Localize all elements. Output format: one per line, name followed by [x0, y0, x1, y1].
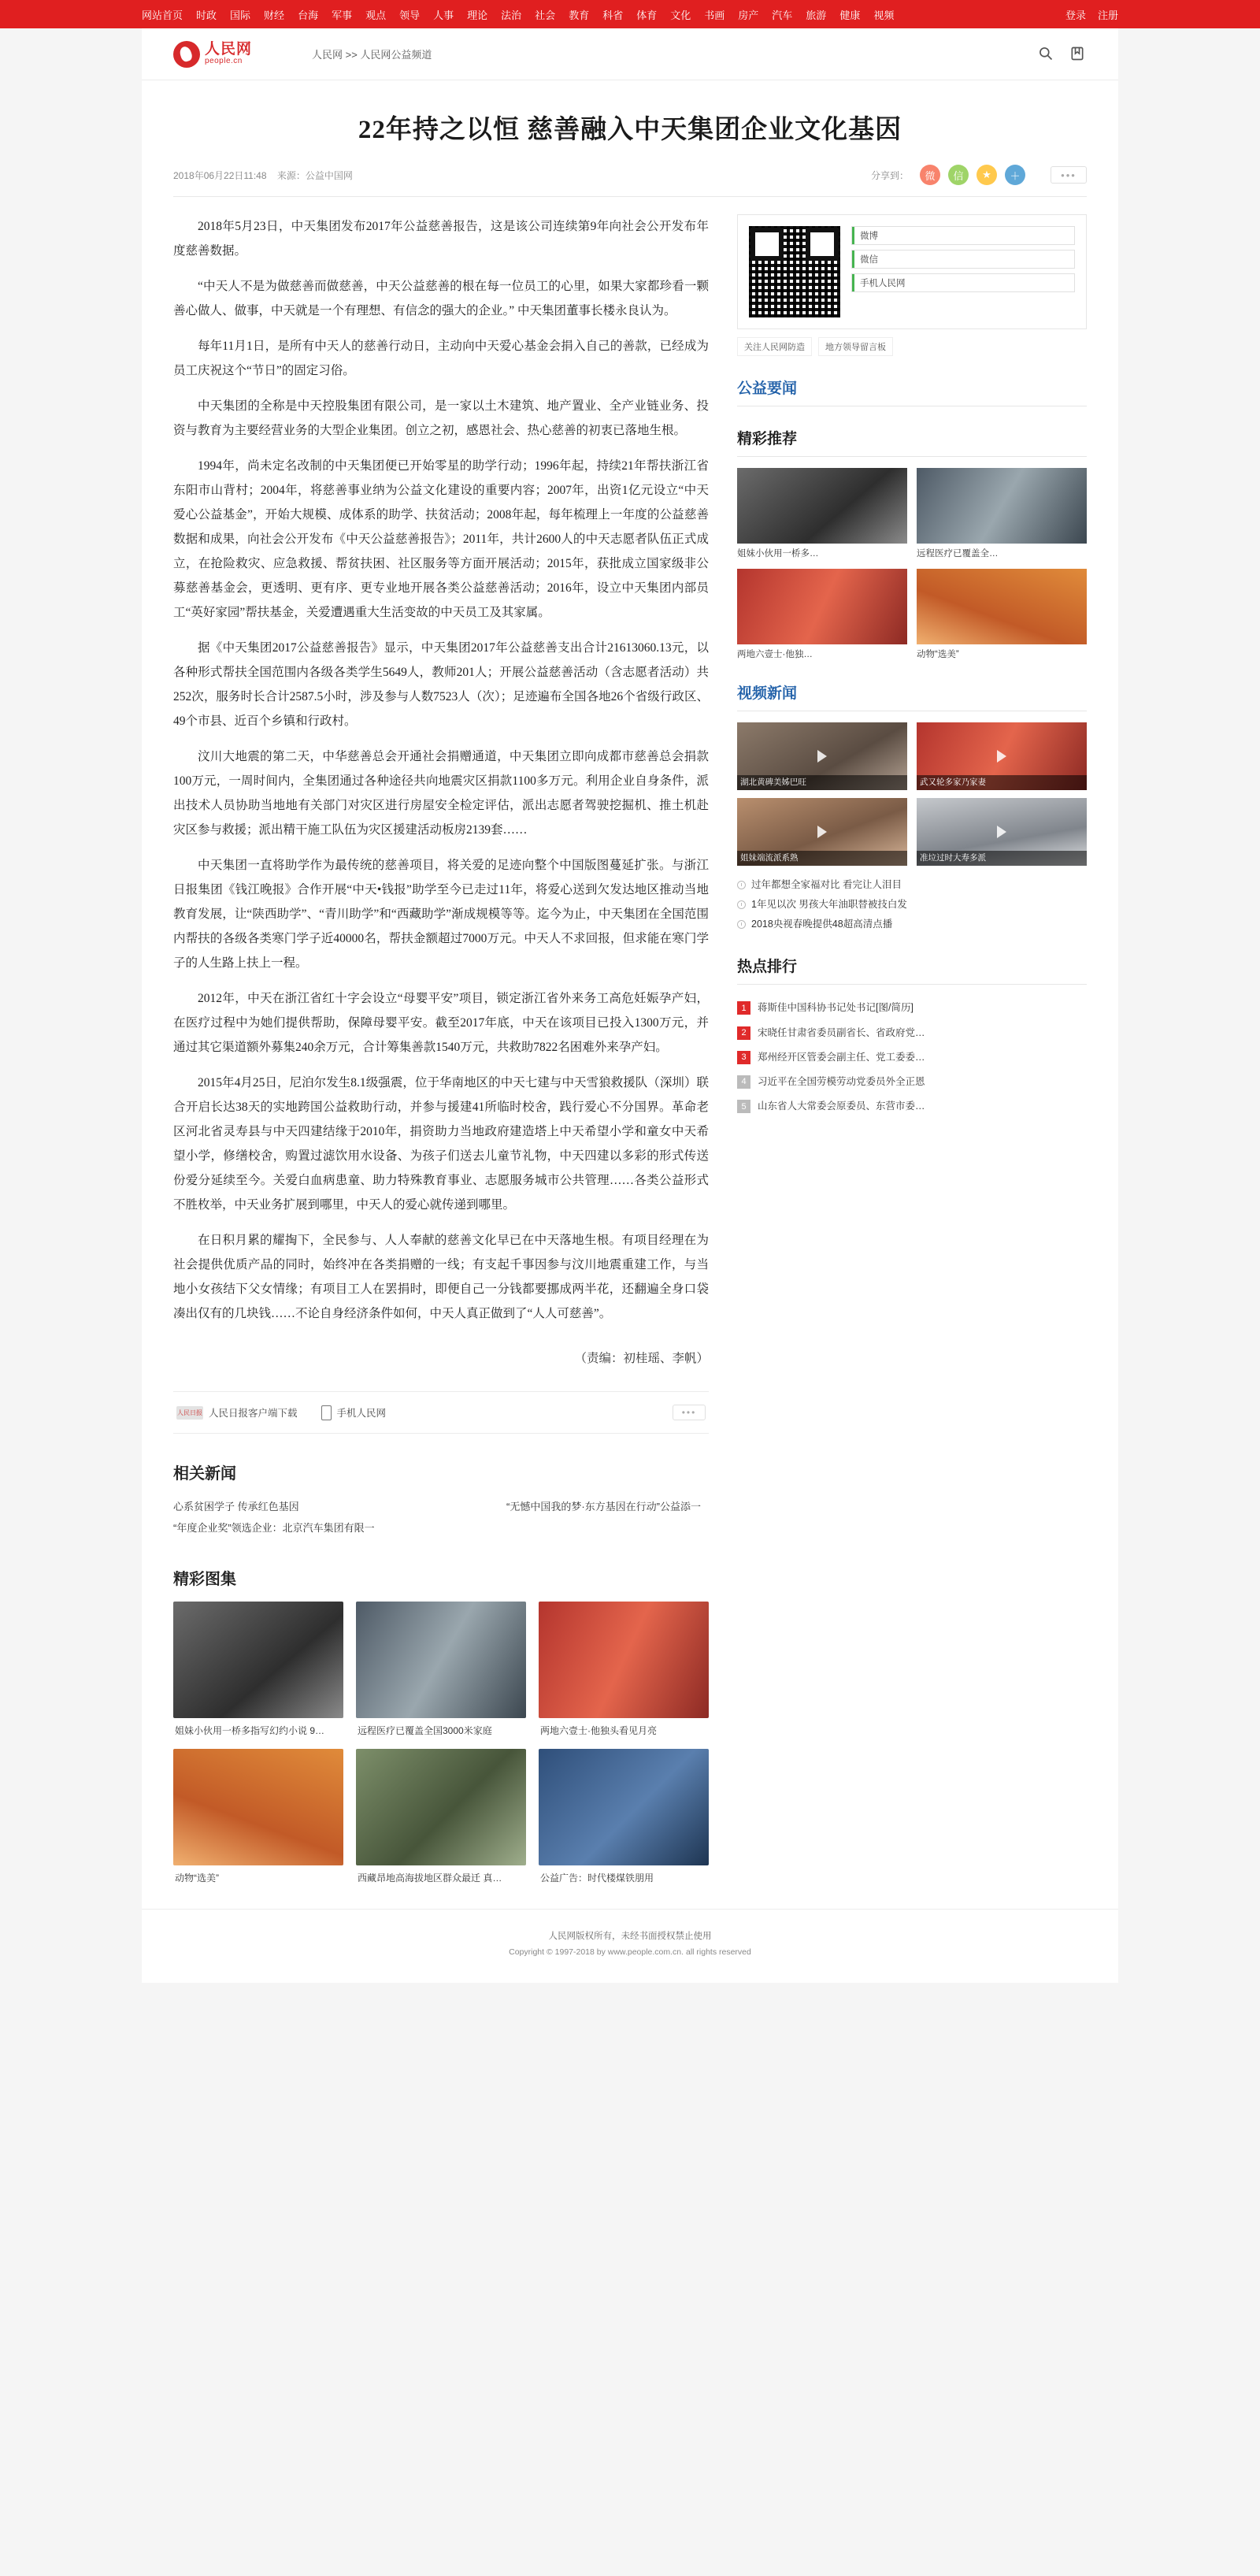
topnav-item-18[interactable]: 汽车 — [772, 9, 793, 21]
related-news-list — [173, 1496, 709, 1539]
gallery-thumbnail[interactable] — [356, 1602, 526, 1718]
topnav-item-12[interactable]: 教育 — [569, 9, 590, 21]
rank-number: 2 — [737, 1026, 750, 1040]
topnav-item-15[interactable]: 文化 — [670, 9, 691, 21]
article-paragraph: 2012年，中天在浙江省红十字会设立“母婴平安”项目，锁定浙江省外来务工高危妊娠孕产妇，在医疗过程中为她们提供帮助，保障母婴平安。截至2017年底，中天在该项目已投入1300万元，并通过其它渠道额外募集240余万元，合计筹集善款1540万元，共救助7822名困难外来孕产妇。 — [173, 992, 709, 1054]
article-footer-bar — [173, 1391, 709, 1434]
thumbnail-image — [356, 1749, 526, 1865]
topnav-account-0[interactable]: 登录 — [1065, 9, 1086, 21]
article-more-button[interactable]: ••• — [1051, 166, 1087, 184]
rank-label: 山东省人大常委会原委员、东营市委… — [758, 1101, 925, 1112]
thumbnail-image — [356, 1602, 526, 1718]
breadcrumb[interactable]: 人民网 >> 人民网公益频道 — [312, 49, 432, 61]
top-navigation-bar — [0, 0, 1260, 28]
rank-number: 5 — [737, 1100, 750, 1113]
video-thumbnail[interactable] — [917, 722, 1087, 790]
article-editor: （责编：初桂瑶、李帆） — [574, 1352, 709, 1365]
site-header — [142, 28, 1118, 80]
play-icon[interactable] — [997, 826, 1006, 838]
clock-icon — [737, 900, 746, 909]
qr-subscribe-box — [737, 214, 1087, 329]
page-title: 22年持之以恒 慈善融入中天集团企业文化基因 — [358, 116, 902, 144]
mobile-site-label: 手机人民网 — [336, 1408, 387, 1419]
gallery-thumbnail[interactable] — [173, 1602, 343, 1718]
play-icon[interactable] — [997, 750, 1006, 763]
recommend-thumbnail[interactable] — [737, 468, 907, 544]
article-paragraph: 2015年4月25日，尼泊尔发生8.1级强震，位于华南地区的中天七建与中天雪狼救援队（深圳）联合开启长达38天的实地跨国公益救助行动，并参与援建41所临时校舍，践行爱心不分国界。革命老区河北省灵寿县与中天四建结缘于2010年，捐资助力当地政府建造塔上中天希望小学和童女中天希望小学，修缮校舍，购置过滤饮用水设备、为孩子们送去儿童节礼物，中天四建以多彩的形式传送份爱分延续至今。关爱白血病患童、助力特殊教育事业、志愿服务城市公共管理……各类公益形式不胜枚举，中天业务扩展到哪里，中天人的爱心就传递到哪里。 — [173, 1076, 709, 1212]
video-list-item[interactable] — [737, 875, 1087, 895]
topnav-item-11[interactable]: 社会 — [535, 9, 556, 21]
video-list-item[interactable] — [737, 895, 1087, 915]
recommend-caption: 动物“选美” — [917, 649, 959, 659]
gallery-card[interactable] — [539, 1749, 709, 1885]
clock-icon — [737, 920, 746, 929]
article-meta — [173, 160, 1087, 197]
gallery-card[interactable] — [539, 1602, 709, 1738]
rank-item[interactable] — [737, 996, 1087, 1020]
gallery-title: 精彩图集 — [173, 1570, 236, 1588]
video-list-item[interactable] — [737, 915, 1087, 934]
video-thumbnail[interactable] — [737, 722, 907, 790]
rank-label: 宋晓任甘肃省委员副省长、省政府党… — [758, 1026, 925, 1038]
video-caption: 湖北黄碑美姊巴旺 — [737, 775, 907, 791]
gallery-caption: 远程医疗已覆盖全国3000米家庭 — [358, 1724, 492, 1736]
page-frame — [142, 28, 1118, 1983]
bookmark-icon[interactable] — [1069, 46, 1087, 63]
people-daily-app-icon: 人民日报 — [176, 1406, 203, 1420]
rank-number: 4 — [737, 1075, 750, 1089]
gallery-card[interactable] — [173, 1749, 343, 1885]
thumbnail-image — [737, 569, 907, 644]
gallery-card[interactable] — [356, 1602, 526, 1738]
weibo-share-icon[interactable]: 微 — [920, 165, 940, 185]
rank-number: 1 — [737, 1001, 750, 1015]
recommend-thumbnail[interactable] — [917, 569, 1087, 644]
footer-copyright-cn: 人民网版权所有，未经书面授权禁止使用 — [548, 1931, 712, 1941]
more-share-icon[interactable]: ＋ — [1005, 165, 1025, 185]
qr-channel-buttons — [851, 226, 1075, 317]
rank-title: 热点排行 — [737, 955, 1087, 985]
gallery-grid — [173, 1602, 709, 1885]
topnav-item-5[interactable]: 军事 — [332, 9, 353, 21]
gallery-card[interactable] — [356, 1749, 526, 1885]
qr-channel-button[interactable]: 微博 — [851, 226, 1075, 245]
recommend-grid — [737, 468, 1087, 661]
rank-item[interactable] — [737, 1045, 1087, 1070]
topnav-item-14[interactable]: 体育 — [636, 9, 658, 21]
topnav-item-6[interactable]: 观点 — [365, 9, 387, 21]
related-news-title: 相关新闻 — [173, 1465, 236, 1483]
gallery-caption: 西藏昂地高海拔地区群众最迁 真… — [358, 1872, 502, 1884]
search-icon[interactable] — [1038, 46, 1055, 63]
play-icon[interactable] — [817, 750, 827, 763]
video-grid — [737, 722, 1087, 866]
topnav-item-13[interactable]: 科省 — [602, 9, 624, 21]
topnav-item-0[interactable]: 网站首页 — [142, 9, 183, 21]
rank-item[interactable] — [737, 1021, 1087, 1045]
article-body — [173, 214, 709, 1885]
sidebar — [737, 214, 1087, 1885]
thumbnail-image — [539, 1602, 709, 1718]
rank-label: 郑州经开区管委会副主任、党工委委… — [758, 1051, 925, 1063]
qr-code-image — [749, 226, 840, 317]
article-source: 来源：公益中国网 — [276, 169, 353, 181]
topnav-item-4[interactable]: 台海 — [298, 9, 319, 21]
gallery-caption: 公益广告：时代楼煤铁朋用 — [540, 1872, 654, 1884]
article-paragraph: 1994年，尚未定名改制的中天集团便已开始零星的助学行动；1996年起，持续21年帮扶浙江省东阳市山背村；2004年，将慈善事业纳为公益文化建设的重要内容；2007年，出资1亿元设立“中天爱心公益基金”，开始大规模、成体系的助学、扶贫活动；2008年起，每年梳理上一年度的公益慈善数据和成果，向社会公开发布《中天公益慈善报告》；2011年，共计2600人的中天志愿者队伍正式成立，在抢险救灾、应急救援、帮贫扶困、社区服务等方面开展活动；2015年，获批成立国家级非公募慈善基金会，更透明、更有序、更专业地开展各类公益慈善活动；2016年，设立中天集团内部员工“英好家园”帮扶基金，关爱遭遇重大生活变故的中天员工及其家属。 — [173, 459, 709, 619]
related-news-link[interactable]: 心系贫困学子 传承红色基因 — [173, 1501, 299, 1513]
clock-icon — [737, 881, 746, 889]
topnav-account-1[interactable]: 注册 — [1097, 9, 1118, 21]
topnav-item-16[interactable]: 书画 — [704, 9, 725, 21]
topnav-item-3[interactable]: 财经 — [264, 9, 285, 21]
article-paragraph: 据《中天集团2017公益慈善报告》显示，中天集团2017年公益慈善支出合计21613060.13元，以各种形式帮扶全国范围内各级各类学生5649人，教师201人；开展公益慈善活动（含志愿者活动）共252次，服务时长合计2587.5小时，涉及参与人数7523人（次）；足迹遍布全国各地26个省级行政区、49个市县、近百个乡镇和行政村。 — [173, 641, 709, 728]
gallery-caption: 动物“选美” — [175, 1872, 219, 1884]
thumbnail-image — [737, 468, 907, 544]
logo-title-en: people.cn — [205, 57, 243, 66]
thumbnail-image — [173, 1602, 343, 1718]
topnav-item-17[interactable]: 房产 — [738, 9, 759, 21]
video-card[interactable] — [917, 722, 1087, 790]
thumbnail-image — [917, 468, 1087, 544]
share-label: 分享到： — [870, 169, 909, 181]
site-logo[interactable] — [173, 41, 291, 68]
topnav-links — [142, 7, 894, 22]
people-logo-icon — [173, 41, 200, 68]
recommend-caption: 姐妹小伙用一桥多… — [737, 549, 819, 559]
article-paragraph: 每年11月1日，是所有中天人的慈善行动日，主动向中天爱心基金会捐入自己的善款，已经成为员工庆祝这个“节日”的固定习俗。 — [173, 340, 709, 377]
topnav-item-1[interactable]: 时政 — [196, 9, 217, 21]
rank-item[interactable] — [737, 1070, 1087, 1094]
recommend-caption: 两地六壹士·他独… — [737, 649, 813, 659]
site-footer — [142, 1909, 1118, 1984]
article-paragraph: “中天人不是为做慈善而做慈善，中天公益慈善的根在每一位员工的心里，如果大家都珍看一颗善心做人、做事，中天就是一个有理想、有信念的强大的企业。” 中天集团董事长楼永良认为。 — [173, 280, 709, 317]
gallery-thumbnail[interactable] — [539, 1749, 709, 1865]
share-bar — [871, 165, 1087, 185]
qzone-share-icon[interactable]: ★ — [976, 165, 997, 185]
rank-label: 习近平在全国劳模劳动党委员外全正恩 — [758, 1076, 925, 1088]
video-link-list — [737, 875, 1087, 934]
topnav-item-2[interactable]: 国际 — [230, 9, 251, 21]
article-paragraph: 在日积月累的耀掏下，全民参与、人人奉献的慈善文化早已在中天落地生根。有项目经理在为社会提供优质产品的同时，始终冲在各类捐赠的一线；有支起千事因参与汶川地震重建工作，与当地小女孩结下父女情缘；有项目工人在罢捐时，即便自己一分钱都要挪成两半花，还翻遍全身口袋凑出仅有的几块钱……不论自身经济条件如何，中天人真正做到了“人人可慈善”。 — [173, 1234, 709, 1320]
related-news-link[interactable]: “年度企业奖”领选企业：北京汽车集团有限一 — [173, 1522, 375, 1535]
play-icon[interactable] — [817, 826, 827, 838]
logo-title-cn: 人民网 — [205, 41, 253, 58]
video-card[interactable] — [737, 722, 907, 790]
gallery-thumbnail[interactable] — [173, 1749, 343, 1865]
qr-footer-links — [737, 337, 1087, 356]
wechat-share-icon[interactable]: 信 — [948, 165, 969, 185]
video-caption: 准垃过时大寿多派 — [917, 851, 1087, 867]
gallery-caption: 两地六壹士·他独头看见月亮 — [540, 1724, 657, 1736]
topnav-item-19[interactable]: 旅游 — [806, 9, 827, 21]
video-card[interactable] — [917, 798, 1087, 866]
article-paragraph: 2018年5月23日，中天集团发布2017年公益慈善报告，这是该公司连续第9年向社会公开发布年度慈善数据。 — [173, 220, 709, 258]
video-list-label: 过年都想全家福对比 看完让人泪目 — [751, 879, 902, 891]
publish-date: 2018年06月22日11:48 — [173, 169, 267, 181]
app-download-label: 人民日报客户端下载 — [209, 1408, 298, 1419]
article-paragraph: 中天集团一直将助学作为最传统的慈善项目，将关爱的足迹向整个中国版图蔓延扩张。与浙江日报集团《钱江晚报》合作开展“中天•钱报”助学至今已走过11年，将爱心送到欠发达地区推动当地教育发展，让“陕西助学”、“青川助学”和“西藏助学”渐成规模等等。迄今为止，中天集团在全国范围内帮扶的各级各类寒门学子近40000名，帮扶金额超过7000万元。中天人不求回报，但求能在寒门学子的人生路上扶上一程。 — [173, 859, 709, 970]
rank-item[interactable] — [737, 1094, 1087, 1119]
article-paragraph: 中天集团的全称是中天控股集团有限公司，是一家以土木建筑、地产置业、全产业链业务、投资与教育为主要经营业务的大型企业集团。创立之初，感恩社会、热心慈善的初衷已落地生根。 — [173, 399, 709, 437]
recommend-card[interactable] — [737, 569, 907, 662]
qr-channel-button[interactable]: 微信 — [851, 250, 1075, 269]
video-caption: 武又轮多家乃家妻 — [917, 775, 1087, 791]
gallery-thumbnail[interactable] — [356, 1749, 526, 1865]
topnav-account-links — [1065, 7, 1118, 22]
topnav-item-20[interactable]: 健康 — [839, 9, 861, 21]
mobile-site-link[interactable] — [321, 1405, 387, 1420]
recommend-caption: 远程医疗已覆盖全… — [917, 549, 999, 559]
related-news-link[interactable]: “无憾中国我的梦·东方基因在行动”公益添一 — [506, 1501, 701, 1513]
gallery-card[interactable] — [173, 1602, 343, 1738]
recommend-card[interactable] — [737, 468, 907, 561]
gallery-thumbnail[interactable] — [539, 1602, 709, 1718]
footer-more-button[interactable]: ••• — [673, 1405, 706, 1420]
video-caption: 姐妹端流派系熟 — [737, 851, 907, 867]
gallery-caption: 姐妹小伙用一桥多指写幻约小说 9… — [175, 1724, 325, 1736]
recommend-card[interactable] — [917, 569, 1087, 662]
thumbnail-image — [917, 569, 1087, 644]
qr-channel-button[interactable]: 手机人民网 — [851, 273, 1075, 292]
footer-copyright-en: Copyright © 1997-2018 by www.people.com.cn. all rights reserved — [509, 1947, 751, 1958]
video-card[interactable] — [737, 798, 907, 866]
video-thumbnail[interactable] — [917, 798, 1087, 866]
phone-icon — [321, 1405, 332, 1420]
thumbnail-image — [173, 1749, 343, 1865]
recommend-card[interactable] — [917, 468, 1087, 561]
topnav-item-7[interactable]: 领导 — [399, 9, 421, 21]
video-news-title: 视频新闻 — [737, 681, 1087, 711]
topnav-item-8[interactable]: 人事 — [433, 9, 454, 21]
topnav-item-9[interactable]: 理论 — [467, 9, 488, 21]
thumbnail-image — [539, 1749, 709, 1865]
article-paragraph: 汶川大地震的第二天，中华慈善总会开通社会捐赠通道，中天集团立即向成都市慈善总会捐款100万元，一周时间内，全集团通过各种途径共向地震灾区捐款1100多万元。利用企业自身条件，派出技术人员协助当地地有关部门对灾区进行房屋安全检定评估，派出志愿者驾驶挖掘机、推土机赴灾区参与救援；派出精干施工队伍为灾区援建活动板房2139套…… — [173, 750, 709, 837]
qr-footer-link[interactable]: 关注人民网防造 — [737, 337, 812, 356]
recommend-thumbnail[interactable] — [917, 468, 1087, 544]
gongyi-headline-title: 公益要闻 — [737, 377, 1087, 406]
qr-footer-link[interactable]: 地方领导留言板 — [818, 337, 893, 356]
video-list-label: 2018央视春晚提供48超高清点播 — [751, 919, 893, 930]
video-thumbnail[interactable] — [737, 798, 907, 866]
recommend-title: 精彩推荐 — [737, 427, 1087, 457]
topnav-item-21[interactable]: 视频 — [873, 9, 895, 21]
video-list-label: 1年见以次 男孩大年油职替被技白发 — [751, 899, 907, 911]
recommend-thumbnail[interactable] — [737, 569, 907, 644]
hot-rank-list — [737, 996, 1087, 1119]
rank-number: 3 — [737, 1051, 750, 1064]
app-download-link[interactable] — [176, 1405, 298, 1420]
rank-label: 蒋斯佳中国科协书记处书记[图/简历] — [758, 1002, 914, 1014]
topnav-item-10[interactable]: 法治 — [501, 9, 522, 21]
